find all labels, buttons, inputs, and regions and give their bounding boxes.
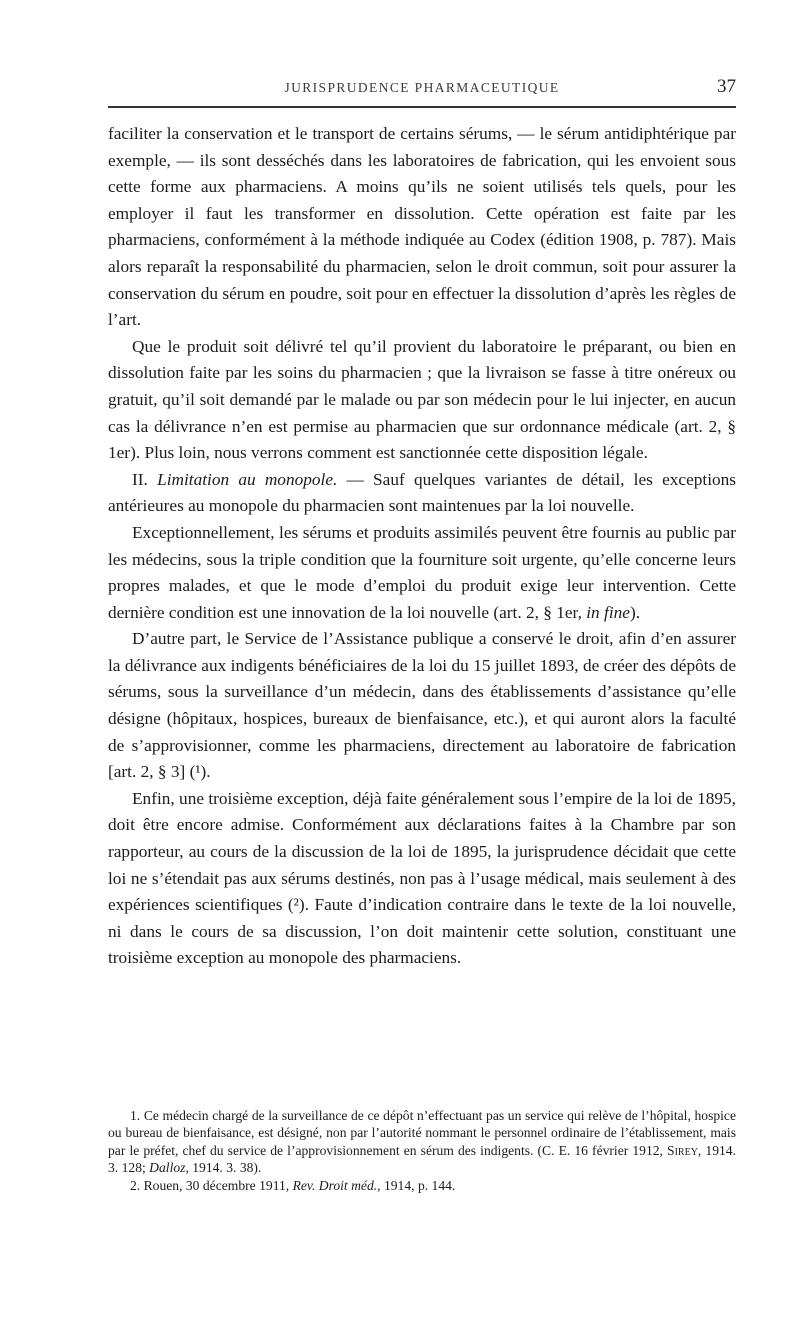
running-title: JURISPRUDENCE PHARMACEUTIQUE (284, 80, 560, 95)
footnote-1-dalloz: Dalloz (149, 1160, 186, 1176)
physicians-exception-text: Exceptionnellement, les sérums et produits assimilés peuvent être fournis au public par les médecins, sous la triple condition que la fourniture soit urgente, qu’elle concerne leurs propres malades, et que le mode d’emploi du produit exige leur intervention. Cette dernière condition est une innovation de la loi nouvelle (art. 2, § 1er, (108, 522, 736, 622)
footnote-1-end: , 1914. 3. 38). (185, 1160, 262, 1176)
paragraph-delivery: Que le produit soit délivré tel qu’il provient du laboratoire le préparant, ou bien en dissolution faite par les soins du pharmacien ; que la livraison se fasse à titre onéreux ou gratuit, qu’il soit demandé par le malade ou par son médecin pour le lui injecter, en aucun cas la délivrance n’en est permise au pharmacien que sur ordonnance médicale (art. 2, § 1er). Plus loin, nous verrons comment est sanctionnée cette disposition légale. (108, 336, 736, 463)
body-text (108, 121, 736, 972)
footnotes (108, 1107, 736, 1194)
footnote-1 (108, 1107, 736, 1177)
header-rule (108, 106, 736, 108)
paragraph-third-exception: Enfin, une troisième exception, déjà faite généralement sous l’empire de la loi de 1895, doit être encore admise. Conformément aux déclarations faites à la Chambre par son rapporteur, au cours de la discussion de la loi de 1895, la jurisprudence décidait que cette loi ne s’étendait pas aux sérums destinés, non pas à l’usage médical, mais seulement à des expériences scientifiques (²). Faute d’indication contraire dans le texte de la loi nouvelle, ni dans le cours de sa discussion, l’on doit maintenir cette solution, constituant une troisième exception au monopole des pharmaciens. (108, 788, 736, 968)
paragraph-physicians-exception (108, 520, 736, 626)
footnote-2-end: , 1914, p. 144. (377, 1177, 456, 1193)
paragraph-continuation: faciliter la conservation et le transport de certains sérums, — le sérum antidiphtérique par exemple, — ils sont desséchés dans les laboratoires de fabrication, qui les envoient sous cette forme aux pharmaciens. A moins qu’ils ne soient utilisés tels quels, pour les employer il faut les transformer en dissolution. Cette opération est faite par les pharmaciens, conformément à la méthode indiquée au Codex (édition 1908, p. 787). Mais alors reparaît la responsabilité du pharmacien, selon le droit commun, soit pour assurer la conservation du sérum en poudre, soit pour en effectuer la dissolution d’après les règles de l’art. (108, 124, 736, 330)
footnote-2-journal: Rev. Droit méd. (292, 1177, 378, 1193)
paragraph-public-assistance: D’autre part, le Service de l’Assistance publique a conservé le droit, afin d’en assurer la délivrance aux indigents bénéficiaires de la loi du 15 juillet 1893, de créer des dépôts de sérums, sous la surveillance d’un médecin, dans des établissements d’assistance qu’elle désigne (hôpitaux, hospices, bureaux de bienfaisance, etc.), et qui auront alors la faculté de s’approvisionner, comme les pharmaciens, directement au laboratoire de fabrication [art. 2, § 3] (¹). (108, 629, 736, 782)
footnote-2-text: 2. Rouen, 30 décembre 1911, (130, 1177, 290, 1193)
page-number: 37 (717, 76, 736, 97)
footnote-1-sirey: Sirey (667, 1142, 698, 1158)
in-fine-italic: in fine (586, 602, 630, 622)
section-title: Limitation au monopole. (157, 469, 338, 489)
running-head (108, 76, 736, 102)
section-intro-text: — Sauf quelques variantes de détail, les exceptions antérieures au monopole du pharmacien sont maintenues par la loi nouvelle. (108, 469, 736, 516)
paragraph-section-heading (108, 467, 736, 520)
footnote-1-mid: , 1914. 3. 128; (108, 1142, 736, 1176)
section-number: II. (132, 469, 148, 489)
footnote-2 (108, 1177, 736, 1194)
footnote-1-text: 1. Ce médecin chargé de la surveillance de ce dépôt n’effectuant pas un service qui relève de l’hôpital, hospice ou bureau de bienfaisance, est désigné, non par l’autorité nommant le personnel ordinaire de l’établissement, mais par le préfet, chef du service de l’approvisionnement en sérum des indigents. (C. E. 16 février 1912, (108, 1108, 736, 1158)
physicians-exception-end: ). (629, 602, 641, 622)
